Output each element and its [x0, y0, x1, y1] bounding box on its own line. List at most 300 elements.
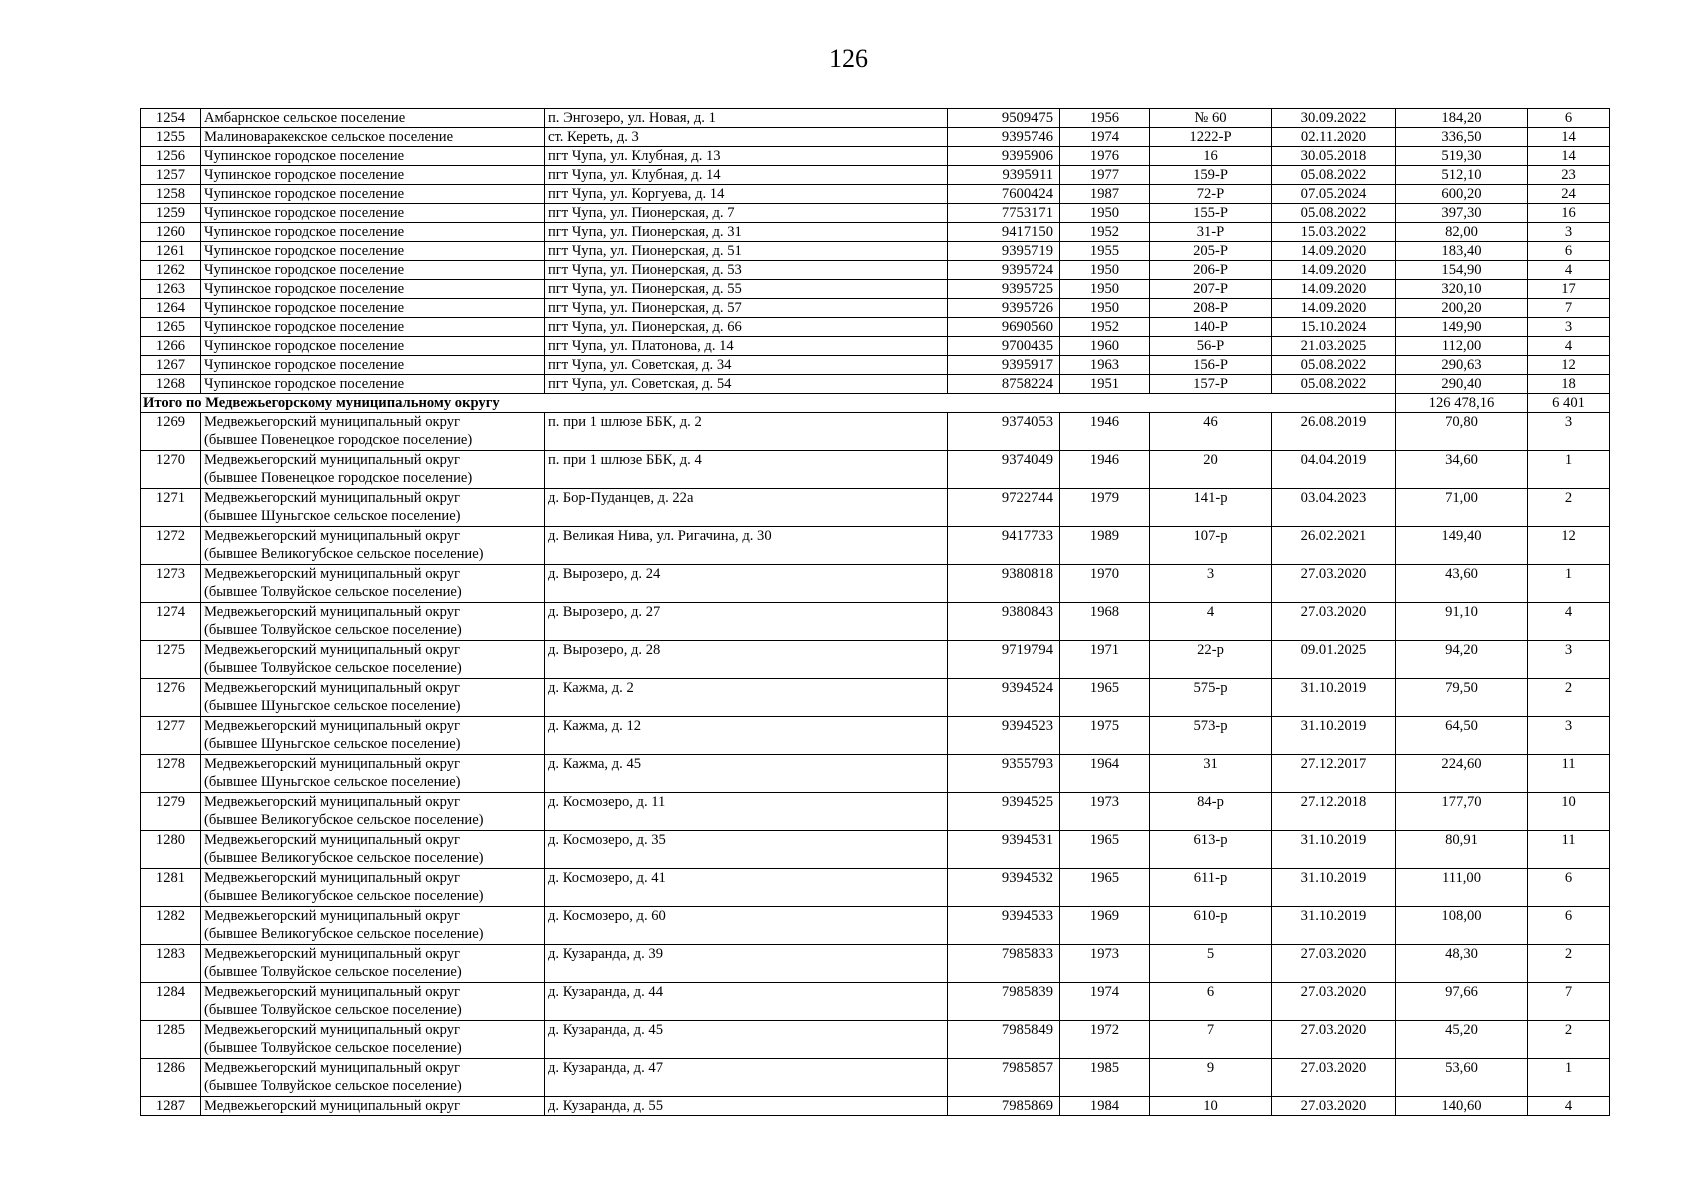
residents-cell: 2 [1528, 1021, 1610, 1059]
total-people: 6 401 [1528, 394, 1610, 413]
area-cell: 177,70 [1396, 793, 1528, 831]
table-row [141, 128, 1610, 147]
settlement-name: Медвежьегорский муниципальный округ [204, 528, 461, 544]
table-row [141, 280, 1610, 299]
table-row [141, 565, 1610, 603]
residents-cell: 18 [1528, 375, 1610, 394]
area-cell: 320,10 [1396, 280, 1528, 299]
area-cell: 224,60 [1396, 755, 1528, 793]
settlement-name: Чупинское городское поселение [204, 205, 405, 221]
document-date-cell: 14.09.2020 [1272, 299, 1396, 318]
settlement-cell [201, 641, 545, 679]
settlement-cell [201, 242, 545, 261]
document-date-cell: 04.04.2019 [1272, 451, 1396, 489]
cadastral-id-cell: 8758224 [948, 375, 1060, 394]
table-row [141, 299, 1610, 318]
settlement-cell [201, 413, 545, 451]
document-number-cell: 155-Р [1150, 204, 1272, 223]
address-cell: п. при 1 шлюзе ББК, д. 4 [545, 451, 948, 489]
address-cell: п. при 1 шлюзе ББК, д. 2 [545, 413, 948, 451]
rows-after-total [141, 413, 1610, 1116]
row-number: 1261 [141, 242, 201, 261]
area-cell: 94,20 [1396, 641, 1528, 679]
document-date-cell: 27.12.2017 [1272, 755, 1396, 793]
residents-cell: 3 [1528, 717, 1610, 755]
total-row [141, 394, 1610, 413]
address-cell: пгт Чупа, ул. Пионерская, д. 7 [545, 204, 948, 223]
settlement-name: Чупинское городское поселение [204, 243, 405, 259]
address-cell: д. Космозеро, д. 41 [545, 869, 948, 907]
document-number-cell: 206-Р [1150, 261, 1272, 280]
address-cell: д. Вырозеро, д. 28 [545, 641, 948, 679]
year-cell: 1975 [1060, 717, 1150, 755]
address-cell: д. Кузаранда, д. 45 [545, 1021, 948, 1059]
document-number-cell: 207-Р [1150, 280, 1272, 299]
table-row [141, 166, 1610, 185]
document-date-cell: 15.03.2022 [1272, 223, 1396, 242]
document-date-cell: 07.05.2024 [1272, 185, 1396, 204]
settlement-name: Медвежьегорский муниципальный округ [204, 756, 461, 772]
year-cell: 1950 [1060, 261, 1150, 280]
table-row [141, 318, 1610, 337]
row-number: 1270 [141, 451, 201, 489]
cadastral-id-cell: 7985833 [948, 945, 1060, 983]
document-date-cell: 09.01.2025 [1272, 641, 1396, 679]
area-cell: 397,30 [1396, 204, 1528, 223]
document-number-cell: 140-Р [1150, 318, 1272, 337]
residents-cell: 7 [1528, 983, 1610, 1021]
area-cell: 64,50 [1396, 717, 1528, 755]
year-cell: 1965 [1060, 831, 1150, 869]
document-number-cell: 6 [1150, 983, 1272, 1021]
year-cell: 1976 [1060, 147, 1150, 166]
settlement-cell [201, 1097, 545, 1116]
document-date-cell: 14.09.2020 [1272, 280, 1396, 299]
settlement-cell [201, 679, 545, 717]
document-number-cell: 31 [1150, 755, 1272, 793]
settlement-name: Чупинское городское поселение [204, 186, 405, 202]
settlement-name: Медвежьегорский муниципальный округ [204, 1060, 461, 1076]
area-cell: 154,90 [1396, 261, 1528, 280]
former-settlement-note: (бывшее Толвуйское сельское поселение) [204, 622, 462, 638]
settlement-name: Медвежьегорский муниципальный округ [204, 718, 461, 734]
cadastral-id-cell: 9395906 [948, 147, 1060, 166]
residents-cell: 6 [1528, 242, 1610, 261]
residents-cell: 10 [1528, 793, 1610, 831]
former-settlement-note: (бывшее Толвуйское сельское поселение) [204, 1040, 462, 1056]
document-date-cell: 30.09.2022 [1272, 109, 1396, 128]
cadastral-id-cell: 9395746 [948, 128, 1060, 147]
year-cell: 1963 [1060, 356, 1150, 375]
year-cell: 1950 [1060, 280, 1150, 299]
table-row [141, 204, 1610, 223]
table-row [141, 831, 1610, 869]
document-date-cell: 30.05.2018 [1272, 147, 1396, 166]
document-number-cell: 205-Р [1150, 242, 1272, 261]
cadastral-id-cell: 9380843 [948, 603, 1060, 641]
former-settlement-note: (бывшее Толвуйское сельское поселение) [204, 584, 462, 600]
year-cell: 1973 [1060, 945, 1150, 983]
document-date-cell: 02.11.2020 [1272, 128, 1396, 147]
address-cell: пгт Чупа, ул. Платонова, д. 14 [545, 337, 948, 356]
document-number-cell: 31-Р [1150, 223, 1272, 242]
address-cell: д. Кузаранда, д. 39 [545, 945, 948, 983]
area-cell: 97,66 [1396, 983, 1528, 1021]
document-number-cell: № 60 [1150, 109, 1272, 128]
row-number: 1255 [141, 128, 201, 147]
address-cell: д. Кажма, д. 45 [545, 755, 948, 793]
settlement-cell [201, 337, 545, 356]
settlement-name: Амбарнское сельское поселение [204, 110, 406, 126]
document-date-cell: 27.03.2020 [1272, 983, 1396, 1021]
residents-cell: 17 [1528, 280, 1610, 299]
address-cell: д. Кажма, д. 2 [545, 679, 948, 717]
settlement-name: Медвежьегорский муниципальный округ [204, 452, 461, 468]
row-number: 1256 [141, 147, 201, 166]
settlement-cell [201, 793, 545, 831]
document-number-cell: 22-р [1150, 641, 1272, 679]
residents-cell: 3 [1528, 641, 1610, 679]
former-settlement-note: (бывшее Шуньгское сельское поселение) [204, 736, 461, 752]
year-cell: 1974 [1060, 128, 1150, 147]
document-date-cell: 05.08.2022 [1272, 356, 1396, 375]
address-cell: пгт Чупа, ул. Советская, д. 54 [545, 375, 948, 394]
former-settlement-note: (бывшее Великогубское сельское поселение) [204, 888, 484, 904]
row-number: 1271 [141, 489, 201, 527]
area-cell: 140,60 [1396, 1097, 1528, 1116]
cadastral-id-cell: 7985849 [948, 1021, 1060, 1059]
document-date-cell: 27.03.2020 [1272, 1021, 1396, 1059]
former-settlement-note: (бывшее Шуньгское сельское поселение) [204, 698, 461, 714]
document-number-cell: 610-р [1150, 907, 1272, 945]
settlement-name: Чупинское городское поселение [204, 224, 405, 240]
area-cell: 34,60 [1396, 451, 1528, 489]
row-number: 1285 [141, 1021, 201, 1059]
year-cell: 1989 [1060, 527, 1150, 565]
document-date-cell: 26.08.2019 [1272, 413, 1396, 451]
cadastral-id-cell: 9374049 [948, 451, 1060, 489]
document-number-cell: 1222-Р [1150, 128, 1272, 147]
table-row [141, 223, 1610, 242]
cadastral-id-cell: 9394523 [948, 717, 1060, 755]
table-row [141, 356, 1610, 375]
address-cell: п. Энгозеро, ул. Новая, д. 1 [545, 109, 948, 128]
area-cell: 290,63 [1396, 356, 1528, 375]
residents-cell: 16 [1528, 204, 1610, 223]
document-number-cell: 611-р [1150, 869, 1272, 907]
former-settlement-note: (бывшее Повенецкое городское поселение) [204, 470, 473, 486]
residents-cell: 2 [1528, 945, 1610, 983]
year-cell: 1977 [1060, 166, 1150, 185]
cadastral-id-cell: 9395917 [948, 356, 1060, 375]
row-number: 1284 [141, 983, 201, 1021]
former-settlement-note: (бывшее Великогубское сельское поселение) [204, 546, 484, 562]
cadastral-id-cell: 9509475 [948, 109, 1060, 128]
year-cell: 1955 [1060, 242, 1150, 261]
settlement-name: Медвежьегорский муниципальный округ [204, 680, 461, 696]
cadastral-id-cell: 9394532 [948, 869, 1060, 907]
year-cell: 1951 [1060, 375, 1150, 394]
settlement-name: Чупинское городское поселение [204, 148, 405, 164]
year-cell: 1946 [1060, 413, 1150, 451]
year-cell: 1965 [1060, 869, 1150, 907]
cadastral-id-cell: 9394533 [948, 907, 1060, 945]
area-cell: 149,90 [1396, 318, 1528, 337]
settlement-name: Медвежьегорский муниципальный округ [204, 604, 461, 620]
document-date-cell: 27.12.2018 [1272, 793, 1396, 831]
row-number: 1281 [141, 869, 201, 907]
cadastral-id-cell: 9719794 [948, 641, 1060, 679]
row-number: 1267 [141, 356, 201, 375]
settlement-cell [201, 527, 545, 565]
row-number: 1277 [141, 717, 201, 755]
settlement-name: Чупинское городское поселение [204, 281, 405, 297]
year-cell: 1972 [1060, 1021, 1150, 1059]
residents-cell: 7 [1528, 299, 1610, 318]
document-date-cell: 31.10.2019 [1272, 831, 1396, 869]
document-number-cell: 72-Р [1150, 185, 1272, 204]
address-cell: д. Космозеро, д. 60 [545, 907, 948, 945]
settlement-name: Медвежьегорский муниципальный округ [204, 946, 461, 962]
area-cell: 91,10 [1396, 603, 1528, 641]
row-number: 1263 [141, 280, 201, 299]
area-cell: 149,40 [1396, 527, 1528, 565]
table-row [141, 185, 1610, 204]
row-number: 1287 [141, 1097, 201, 1116]
document-date-cell: 27.03.2020 [1272, 1059, 1396, 1097]
area-cell: 112,00 [1396, 337, 1528, 356]
residents-cell: 14 [1528, 147, 1610, 166]
document-number-cell: 573-р [1150, 717, 1272, 755]
settlement-name: Медвежьегорский муниципальный округ [204, 490, 461, 506]
row-number: 1265 [141, 318, 201, 337]
document-date-cell: 27.03.2020 [1272, 945, 1396, 983]
row-number: 1274 [141, 603, 201, 641]
settlement-name: Чупинское городское поселение [204, 300, 405, 316]
area-cell: 80,91 [1396, 831, 1528, 869]
area-cell: 71,00 [1396, 489, 1528, 527]
address-cell: пгт Чупа, ул. Советская, д. 34 [545, 356, 948, 375]
settlement-cell [201, 755, 545, 793]
row-number: 1266 [141, 337, 201, 356]
address-cell: д. Кузаранда, д. 44 [545, 983, 948, 1021]
address-cell: д. Космозеро, д. 11 [545, 793, 948, 831]
residents-cell: 4 [1528, 1097, 1610, 1116]
cadastral-id-cell: 9395719 [948, 242, 1060, 261]
settlement-name: Чупинское городское поселение [204, 262, 405, 278]
settlement-cell [201, 1059, 545, 1097]
former-settlement-note: (бывшее Великогубское сельское поселение) [204, 850, 484, 866]
document-number-cell: 10 [1150, 1097, 1272, 1116]
area-cell: 184,20 [1396, 109, 1528, 128]
row-number: 1260 [141, 223, 201, 242]
settlement-cell [201, 204, 545, 223]
area-cell: 70,80 [1396, 413, 1528, 451]
document-number-cell: 56-Р [1150, 337, 1272, 356]
year-cell: 1952 [1060, 223, 1150, 242]
cadastral-id-cell: 9355793 [948, 755, 1060, 793]
residents-cell: 4 [1528, 337, 1610, 356]
address-cell: д. Вырозеро, д. 27 [545, 603, 948, 641]
year-cell: 1968 [1060, 603, 1150, 641]
document-number-cell: 107-р [1150, 527, 1272, 565]
area-cell: 200,20 [1396, 299, 1528, 318]
document-date-cell: 31.10.2019 [1272, 869, 1396, 907]
address-cell: пгт Чупа, ул. Клубная, д. 14 [545, 166, 948, 185]
settlement-name: Медвежьегорский муниципальный округ [204, 566, 461, 582]
document-number-cell: 575-р [1150, 679, 1272, 717]
settlement-cell [201, 907, 545, 945]
row-number: 1280 [141, 831, 201, 869]
settlement-cell [201, 1021, 545, 1059]
residents-cell: 14 [1528, 128, 1610, 147]
settlement-cell [201, 717, 545, 755]
area-cell: 183,40 [1396, 242, 1528, 261]
cadastral-id-cell: 9417733 [948, 527, 1060, 565]
cadastral-id-cell: 9395726 [948, 299, 1060, 318]
document-number-cell: 141-р [1150, 489, 1272, 527]
settlement-cell [201, 318, 545, 337]
residents-cell: 12 [1528, 356, 1610, 375]
document-number-cell: 159-Р [1150, 166, 1272, 185]
area-cell: 79,50 [1396, 679, 1528, 717]
row-number: 1269 [141, 413, 201, 451]
settlement-cell [201, 166, 545, 185]
row-number: 1264 [141, 299, 201, 318]
address-cell: пгт Чупа, ул. Пионерская, д. 51 [545, 242, 948, 261]
former-settlement-note: (бывшее Великогубское сельское поселение) [204, 926, 484, 942]
settlement-name: Медвежьегорский муниципальный округ [204, 908, 461, 924]
table-row [141, 983, 1610, 1021]
residents-cell: 1 [1528, 1059, 1610, 1097]
year-cell: 1969 [1060, 907, 1150, 945]
registry-table [140, 108, 1610, 1116]
address-cell: пгт Чупа, ул. Клубная, д. 13 [545, 147, 948, 166]
table-row [141, 242, 1610, 261]
cadastral-id-cell: 9395724 [948, 261, 1060, 280]
settlement-name: Чупинское городское поселение [204, 319, 405, 335]
year-cell: 1974 [1060, 983, 1150, 1021]
document-date-cell: 31.10.2019 [1272, 907, 1396, 945]
table-row [141, 869, 1610, 907]
residents-cell: 3 [1528, 318, 1610, 337]
address-cell: д. Кажма, д. 12 [545, 717, 948, 755]
residents-cell: 3 [1528, 413, 1610, 451]
settlement-cell [201, 223, 545, 242]
year-cell: 1987 [1060, 185, 1150, 204]
residents-cell: 4 [1528, 603, 1610, 641]
table-row [141, 375, 1610, 394]
year-cell: 1960 [1060, 337, 1150, 356]
residents-cell: 1 [1528, 451, 1610, 489]
document-number-cell: 84-р [1150, 793, 1272, 831]
residents-cell: 4 [1528, 261, 1610, 280]
year-cell: 1950 [1060, 204, 1150, 223]
row-number: 1276 [141, 679, 201, 717]
row-number: 1283 [141, 945, 201, 983]
row-number: 1262 [141, 261, 201, 280]
document-date-cell: 31.10.2019 [1272, 717, 1396, 755]
residents-cell: 24 [1528, 185, 1610, 204]
address-cell: пгт Чупа, ул. Пионерская, д. 53 [545, 261, 948, 280]
settlement-name: Малиноваракекское сельское поселение [204, 129, 454, 145]
table-row [141, 679, 1610, 717]
settlement-cell [201, 185, 545, 204]
year-cell: 1950 [1060, 299, 1150, 318]
address-cell: пгт Чупа, ул. Пионерская, д. 31 [545, 223, 948, 242]
area-cell: 45,20 [1396, 1021, 1528, 1059]
address-cell: д. Вырозеро, д. 24 [545, 565, 948, 603]
document-date-cell: 05.08.2022 [1272, 166, 1396, 185]
document-date-cell: 03.04.2023 [1272, 489, 1396, 527]
document-date-cell: 27.03.2020 [1272, 603, 1396, 641]
former-settlement-note: (бывшее Толвуйское сельское поселение) [204, 1002, 462, 1018]
area-cell: 336,50 [1396, 128, 1528, 147]
settlement-name: Медвежьегорский муниципальный округ [204, 414, 461, 430]
settlement-name: Чупинское городское поселение [204, 357, 405, 373]
row-number: 1279 [141, 793, 201, 831]
row-number: 1273 [141, 565, 201, 603]
address-cell: д. Космозеро, д. 35 [545, 831, 948, 869]
address-cell: ст. Кереть, д. 3 [545, 128, 948, 147]
residents-cell: 6 [1528, 907, 1610, 945]
year-cell: 1952 [1060, 318, 1150, 337]
table-row [141, 717, 1610, 755]
settlement-name: Чупинское городское поселение [204, 167, 405, 183]
address-cell: д. Кузаранда, д. 55 [545, 1097, 948, 1116]
area-cell: 53,60 [1396, 1059, 1528, 1097]
table-row [141, 1097, 1610, 1116]
address-cell: д. Бор-Пуданцев, д. 22а [545, 489, 948, 527]
residents-cell: 6 [1528, 109, 1610, 128]
cadastral-id-cell: 9690560 [948, 318, 1060, 337]
address-cell: д. Кузаранда, д. 47 [545, 1059, 948, 1097]
document-date-cell: 27.03.2020 [1272, 565, 1396, 603]
settlement-cell [201, 945, 545, 983]
document-number-cell: 9 [1150, 1059, 1272, 1097]
row-number: 1286 [141, 1059, 201, 1097]
table-row [141, 603, 1610, 641]
year-cell: 1946 [1060, 451, 1150, 489]
document-date-cell: 21.03.2025 [1272, 337, 1396, 356]
address-cell: д. Великая Нива, ул. Ригачина, д. 30 [545, 527, 948, 565]
settlement-name: Медвежьегорский муниципальный округ [204, 984, 461, 1000]
year-cell: 1971 [1060, 641, 1150, 679]
address-cell: пгт Чупа, ул. Коргуева, д. 14 [545, 185, 948, 204]
table-row [141, 147, 1610, 166]
table-row [141, 1021, 1610, 1059]
table-row [141, 755, 1610, 793]
document-date-cell: 26.02.2021 [1272, 527, 1396, 565]
year-cell: 1985 [1060, 1059, 1150, 1097]
settlement-name: Чупинское городское поселение [204, 376, 405, 392]
cadastral-id-cell: 9700435 [948, 337, 1060, 356]
table-row [141, 1059, 1610, 1097]
row-number: 1258 [141, 185, 201, 204]
settlement-cell [201, 489, 545, 527]
residents-cell: 3 [1528, 223, 1610, 242]
settlement-name: Медвежьегорский муниципальный округ [204, 642, 461, 658]
area-cell: 108,00 [1396, 907, 1528, 945]
document-number-cell: 7 [1150, 1021, 1272, 1059]
residents-cell: 2 [1528, 679, 1610, 717]
table-row [141, 261, 1610, 280]
settlement-cell [201, 280, 545, 299]
settlement-cell [201, 565, 545, 603]
document-number-cell: 3 [1150, 565, 1272, 603]
row-number: 1257 [141, 166, 201, 185]
table-row [141, 793, 1610, 831]
